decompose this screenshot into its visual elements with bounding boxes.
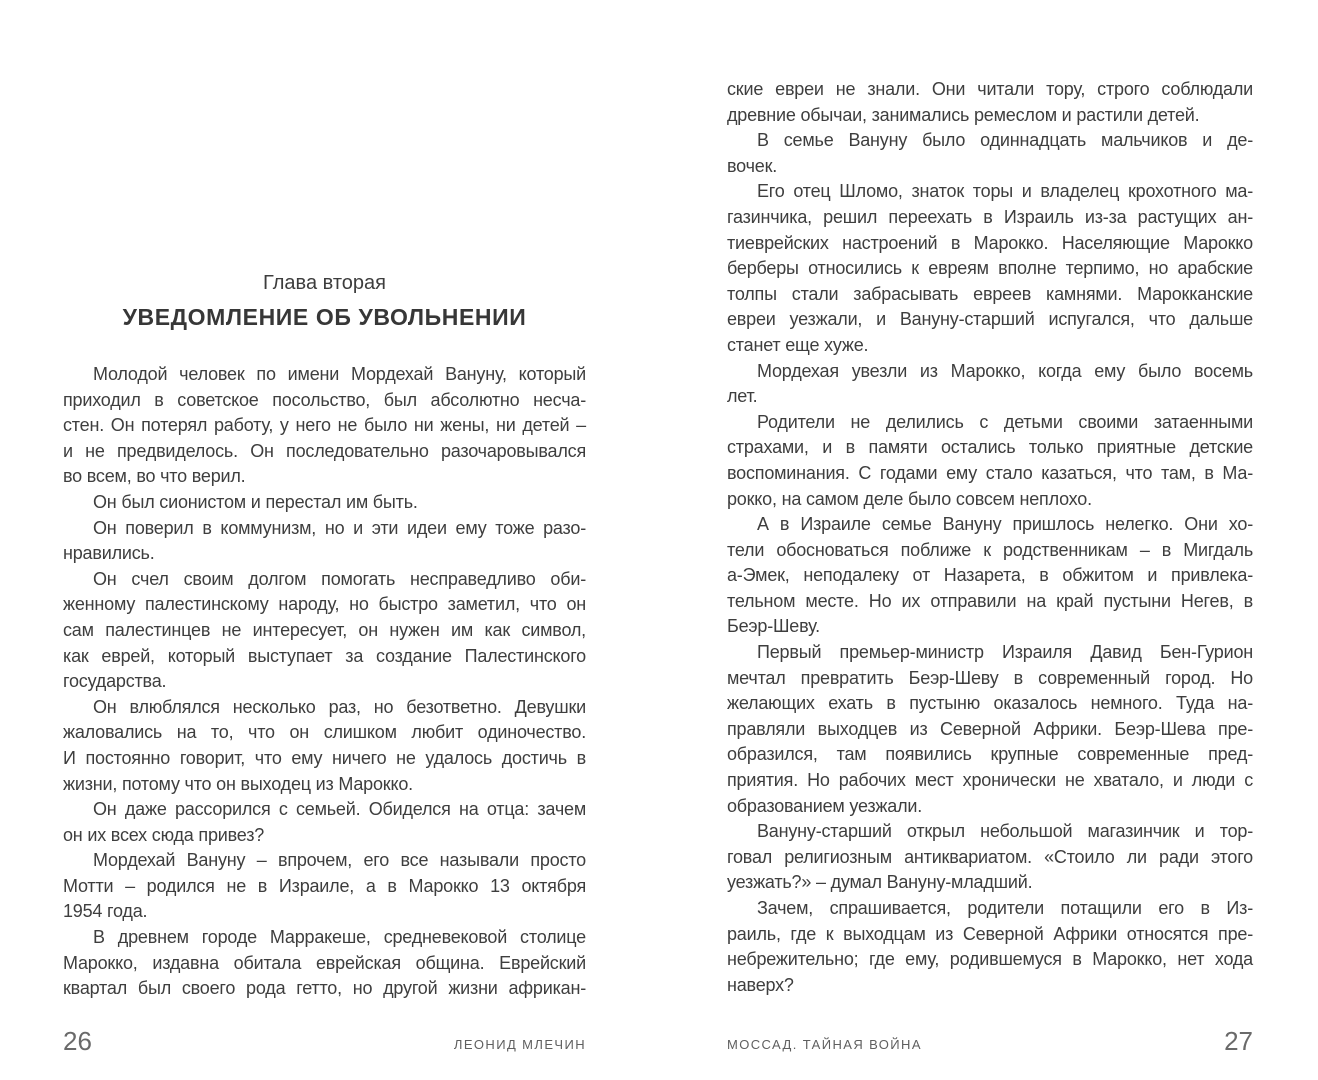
text-line: правляли выходцев из Северной Африки. Беэр-Шева пре- [727,718,1253,739]
text-line: Мотти – родился не в Израиле, а в Марокко 13 октября [63,875,586,896]
text-line: раиль, где к выходцам из Северной Африки относятся пре- [727,923,1253,944]
text-line: Зачем, спрашивается, родители потащили его в Из- [757,898,1253,918]
text-line: жаловались на то, что он слишком любит одиночество. [63,722,586,743]
chapter-label: Глава вторая [263,272,386,294]
text-line: В семье Вануну было одиннадцать мальчиков и де- [757,130,1253,151]
text-line: небрежительно; где ему, родившемуся в Марокко, нет хода [727,949,1253,970]
text-line: Его отец Шломо, знаток торы и владелец крохотного ма- [757,181,1253,202]
text-line: Он был сионистом и перестал им быть. [93,491,418,512]
text-line: стен. Он потерял работу, у него не было ни жены, ни детей – [63,415,586,436]
text-line: государства. [63,671,167,692]
text-line: наверх? [727,974,794,995]
text-line: квартал был своего рода гетто, но другой жизни африкан- [63,978,586,999]
text-line: Мордехай Вануну – впрочем, его все называли просто [93,850,586,871]
text-line: лет. [727,386,758,407]
chapter-heading [63,271,586,332]
text-line: евреи уезжали, и Вануну-старший испугался, что дальше [727,309,1253,330]
page-number-right: 27 [1224,1026,1253,1056]
page-right-body [727,77,1253,998]
running-footer-book-title: МОССАД. ТАЙНАЯ ВОЙНА [727,1037,922,1052]
text-line: А в Израиле семье Вануну пришлось нелегко. Они хо- [757,514,1253,535]
page-left [63,0,586,1080]
text-line: 1954 года. [63,901,148,922]
text-line: рокко, на самом деле было совсем неплохо. [727,488,1092,509]
text-line: берберы относились к евреям вполне терпимо, но арабские [727,258,1253,279]
text-line: женному палестинскому народу, но быстро заметил, что он [63,594,586,615]
text-line: во всем, во что верил. [63,466,246,487]
text-line: говал религиозным антиквариатом. «Стоило ли ради этого [727,846,1253,867]
text-line: Беэр-Шеву. [727,616,820,637]
text-line: образованием уезжали. [727,795,923,816]
text-line: Мордехая увезли из Марокко, когда ему было восемь [757,360,1253,381]
text-line: древние обычаи, занимались ремеслом и растили детей. [727,104,1200,125]
text-line: тиеврейских настроений в Марокко. Населяющие Марокко [727,232,1253,253]
text-line: образился, там появились крупные современные пред- [727,744,1253,765]
page-number-left: 26 [63,1026,92,1056]
text-line: вочек. [727,155,778,176]
text-line: желающих ехать в пустыню оказалось немного. Туда на- [727,693,1253,714]
text-line: уезжать?» – думал Вануну-младший. [727,872,1033,893]
text-line: толпы стали забрасывать евреев камнями. Марокканские [727,283,1253,304]
text-line: как еврей, который выступает за создание Палестинского [63,645,586,666]
text-line: И постоянно говорит, что ему ничего не удалось достичь в [63,747,586,768]
text-line: Молодой человек по имени Мордехай Вануну, который [93,364,586,384]
text-line: приходил в советское посольство, был абсолютно несча- [63,389,586,410]
page-left-body [63,362,586,1002]
text-line: Марокко, издавна обитала еврейская община. Еврейский [63,952,586,973]
running-footer-author: ЛЕОНИД МЛЕЧИН [453,1037,586,1052]
page-right [727,0,1253,1080]
text-line: Он поверил в коммунизм, но и эти идеи ему тоже разо- [93,517,586,538]
text-line: В древнем городе Марракеше, средневековой столице [93,927,586,948]
text-line: страхами, и в памяти остались только приятные детские [727,437,1253,458]
text-line: мечтал превратить Беэр-Шеву в современный город. Но [727,667,1253,688]
chapter-title: УВЕДОМЛЕНИЕ ОБ УВОЛЬНЕНИИ [122,304,527,330]
text-line: он их всех сюда привез? [63,824,265,845]
text-line: сам палестинцев не интересует, он нужен им как символ, [63,619,586,640]
text-line: тели обосноваться поближе к родственникам – в Мигдаль [727,539,1253,560]
text-line: ские евреи не знали. Они читали тору, строго соблюдали [727,79,1253,99]
text-line: Первый премьер-министр Израиля Давид Бен-Гурион [757,642,1253,663]
text-line: газинчика, решил переехать в Израиль из-за растущих ан- [727,206,1253,227]
text-line: Он счел своим долгом помогать несправедливо оби- [93,568,586,589]
text-line: нравились. [63,543,155,564]
text-line: Родители не делились с детьми своими затаенными [757,411,1253,432]
text-line: тельном месте. Но их отправили на край пустыни Негев, в [727,590,1253,611]
text-line: Вануну-старший открыл небольшой магазинчик и тор- [757,821,1253,842]
text-line: жизни, потому что он выходец из Марокко. [63,773,413,794]
text-line: станет еще хуже. [727,334,869,355]
text-line: Он влюблялся несколько раз, но безответно. Девушки [93,696,586,717]
text-line: приятия. Но рабочих мест хронически не хватало, и люди с [727,770,1253,791]
text-line: воспоминания. С годами ему стало казаться, что там, в Ма- [727,462,1253,483]
text-line: и не предвиделось. Он последовательно разочаровывался [63,440,586,461]
text-line: а-Эмек, неподалеку от Назарета, в обжитом и привлека- [727,565,1253,586]
text-line: Он даже рассорился с семьей. Обиделся на отца: зачем [93,799,586,820]
